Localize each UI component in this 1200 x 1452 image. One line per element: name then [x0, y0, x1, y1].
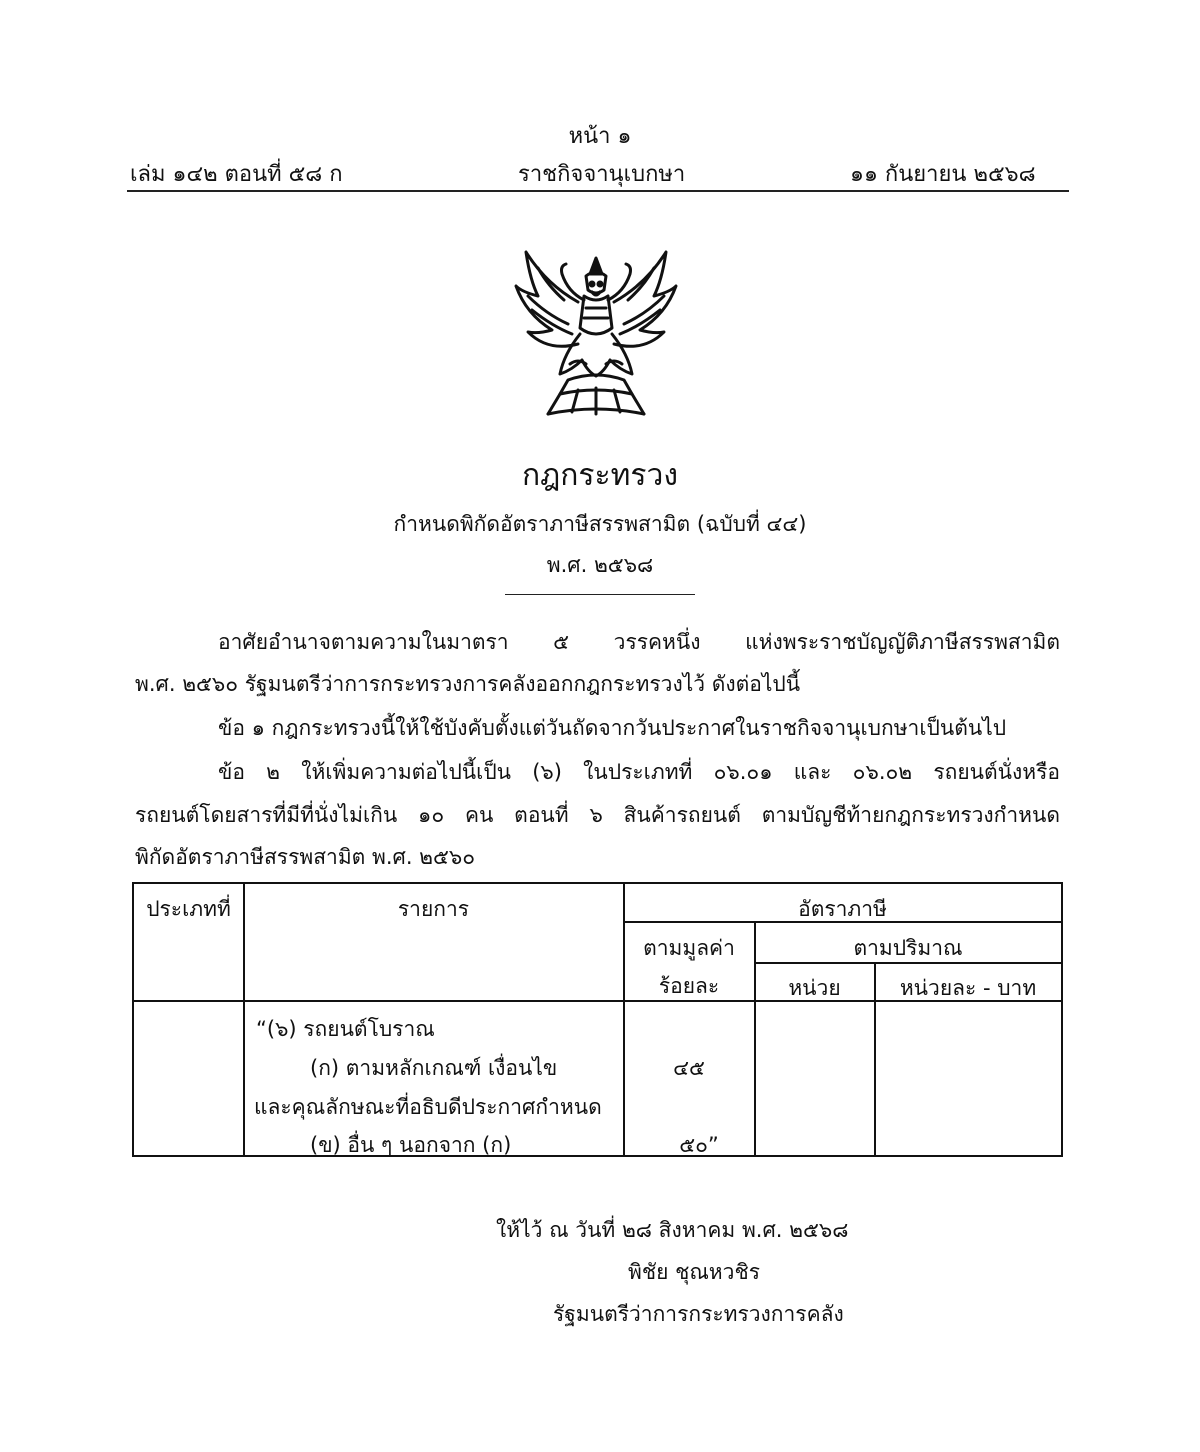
table-row-item-b-rate: ๕๐”: [679, 1133, 719, 1157]
col-header-tax-rate: อัตราภาษี: [798, 897, 887, 921]
preamble-line-2: พ.ศ. ๒๕๖๐ รัฐมนตรีว่าการกระทรวงการคลังออกกฎกระทรวงไว้ ดังต่อไปนี้: [135, 672, 801, 696]
garuda-emblem-icon: [508, 244, 684, 420]
col-header-category: ประเภทที่: [146, 897, 231, 921]
signatory-name: พิชัย ชุณหวชิร: [628, 1260, 760, 1284]
table-row-item-a-line-2: และคุณลักษณะที่อธิบดีประกาศกำหนด: [254, 1095, 602, 1119]
clause-2-line-2: รถยนต์โดยสารที่มีที่นั่งไม่เกิน ๑๐ คน ตอนที่ ๖ สินค้ารถยนต์ ตามบัญชีท้ายกฎกระทรวงกำหนด: [135, 803, 1060, 827]
signature-date: ให้ไว้ ณ วันที่ ๒๘ สิงหาคม พ.ศ. ๒๕๖๘: [496, 1218, 849, 1242]
col-header-by-quantity: ตามปริมาณ: [853, 936, 963, 960]
clause-2-line-3: พิกัดอัตราภาษีสรรพสามิต พ.ศ. ๒๕๖๐: [135, 845, 476, 869]
document-title: กฎกระทรวง: [521, 458, 679, 493]
col-header-unit: หน่วย: [788, 976, 841, 1000]
col-header-item: รายการ: [397, 897, 470, 921]
header-divider: [127, 190, 1069, 192]
preamble-line-1: อาศัยอำนาจตามความในมาตรา ๕ วรรคหนึ่ง แห่งพระราชบัญญัติภาษีสรรพสามิต: [218, 630, 1060, 654]
gazette-date: ๑๑ กันยายน ๒๕๖๘: [850, 162, 1036, 187]
document-subtitle: กำหนดพิกัดอัตราภาษีสรรพสามิต (ฉบับที่ ๔๔): [393, 512, 807, 536]
signatory-position: รัฐมนตรีว่าการกระทรวงการคลัง: [553, 1302, 844, 1326]
document-year: พ.ศ. ๒๕๖๘: [546, 553, 654, 577]
title-divider: [505, 594, 695, 595]
col-header-by-value: ตามมูลค่า: [643, 936, 735, 960]
table-row-item-6: “(๖) รถยนต์โบราณ: [256, 1017, 435, 1041]
col-header-per-unit: หน่วยละ - บาท: [899, 976, 1037, 1000]
clause-2-line-1: ข้อ ๒ ให้เพิ่มความต่อไปนี้เป็น (๖) ในประเภทที่ ๐๖.๐๑ และ ๐๖.๐๒ รถยนต์นั่งหรือ: [218, 760, 1060, 784]
gazette-name: ราชกิจจานุเบกษา: [518, 162, 686, 187]
col-header-percent: ร้อยละ: [658, 974, 720, 998]
gazette-volume: เล่ม ๑๔๒ ตอนที่ ๕๘ ก: [130, 162, 343, 187]
page-number: หน้า ๑: [568, 124, 632, 149]
table-row-item-b: (ข) อื่น ๆ นอกจาก (ก): [310, 1133, 512, 1157]
clause-1: ข้อ ๑ กฎกระทรวงนี้ให้ใช้บังคับตั้งแต่วันถัดจากวันประกาศในราชกิจจานุเบกษาเป็นต้นไป: [218, 716, 1007, 740]
table-row-item-a-rate: ๔๕: [673, 1056, 705, 1080]
table-row-item-a-line-1: (ก) ตามหลักเกณฑ์ เงื่อนไข: [310, 1056, 558, 1080]
